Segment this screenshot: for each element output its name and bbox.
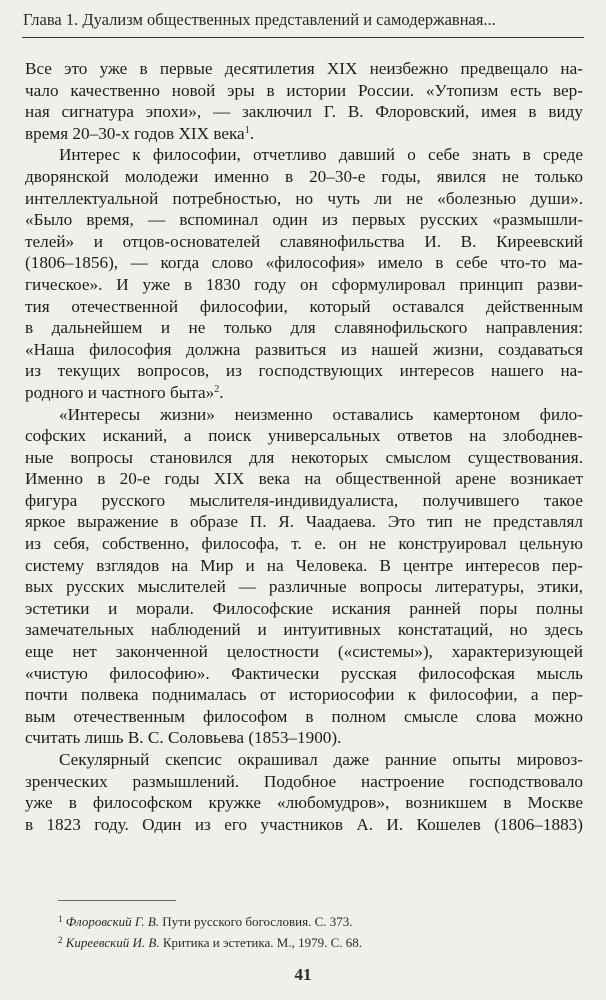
text-line: в 1823 году. Один из его участников А. И. Кошелев (1806–1883) xyxy=(25,814,583,834)
text-line: в дальнейшем и не только для славянофильского направления: xyxy=(25,318,583,338)
text-line: Именно в 20-е годы XIX века на общественной арене возникает xyxy=(25,469,583,489)
text-line: ные вопросы становился для некоторых смыслом существования. xyxy=(25,447,583,467)
text-line: считать лишь В. С. Соловьева (1853–1900). xyxy=(25,728,342,748)
paragraph-3 xyxy=(25,404,583,750)
footnote-author: Флоровский Г. В. xyxy=(65,914,160,929)
text-line xyxy=(25,382,583,404)
page-number: 41 xyxy=(294,965,312,984)
text-line: софских исканий, а поиск универсальных ответов на злободнев- xyxy=(25,426,583,446)
header-rule xyxy=(22,37,584,38)
text-line: зренческих размышлений. Подобное настроение господствовало xyxy=(25,771,583,791)
footnote-ref-2: 2 xyxy=(214,383,220,395)
trailing-punct: . xyxy=(219,382,224,402)
paragraph-4 xyxy=(25,749,583,835)
text-line: систему взглядов на Мир и на Человека. В центре интересов пер- xyxy=(25,555,583,575)
text-line: вых русских мыслителей — различные вопросы литературы, этики, xyxy=(25,577,583,597)
footnote-text: Пути русского богословия. С. 373. xyxy=(159,914,353,929)
text-line: Все это уже в первые десятилетия XIX неизбежно предвещало на- xyxy=(25,59,583,78)
text-line: гическое». И уже в 1830 году он сформулировал принцип разви- xyxy=(25,274,583,294)
text-line: Секулярный скепсис окрашивал даже ранние опыты мировоз- xyxy=(59,750,583,769)
text-line: из себя, собственно, философа, т. е. он не конструировал цельную xyxy=(25,534,583,554)
text-line: яркое выражение в образе П. Я. Чаадаева. Это тип не представлял xyxy=(25,512,583,532)
text-line: время 20–30-х годов XIX века$^1$. xyxy=(25,123,254,143)
text-line: почти полвека поднималась от историософии к философии, а пер- xyxy=(25,685,583,705)
body-text xyxy=(25,58,583,835)
footnotes xyxy=(58,910,578,952)
footnote-number: 1 xyxy=(58,914,63,924)
text-line-content: родного и частного быта» xyxy=(25,382,215,402)
footnote-number: 2 xyxy=(58,935,63,945)
text-line: (1806–1856), — когда слово «философия» имело в себе что-то ма- xyxy=(25,253,583,273)
text-line: «Интересы жизни» неизменно оставались камертоном фило- xyxy=(59,404,583,424)
text-line: фигура русского мыслителя-индивидуалиста, получившего такое xyxy=(25,490,583,510)
text-line: ная сигнатура эпохи», — заключил Г. В. Флоровский, имея в виду xyxy=(25,102,583,122)
text-line: из текущих вопросов, из господствующих интересов нашего на- xyxy=(25,361,583,381)
text-line: «Наша философия должна развиться из нашей жизни, создаваться xyxy=(25,339,583,359)
footnote-1 xyxy=(58,910,578,931)
text-line: тия отечественной философии, который оставался действенным xyxy=(25,296,583,316)
footnote-2 xyxy=(58,931,578,952)
footnote-author: Киреевский И. В. xyxy=(65,935,160,950)
text-line: интеллектуальной потребностью, но чуть ли не «болезнью души». xyxy=(25,188,583,208)
text-line: «чистую философию». Фактически русская философская мысль xyxy=(25,663,583,683)
footnote-ref-1: 1 xyxy=(244,124,250,136)
running-head: Глава 1. Дуализм общественных представлений и самодержавная... xyxy=(23,10,496,29)
text-line-content: время 20–30-х годов XIX века xyxy=(25,123,245,143)
paragraph-1 xyxy=(25,58,583,144)
text-line: уже в философском кружке «любомудров», возникшем в Москве xyxy=(25,793,583,813)
footnote-rule xyxy=(58,900,176,901)
text-line: замечательных наблюдений и интуитивных констатаций, но здесь xyxy=(25,620,583,640)
text-line: еще нет законченной целостности («системы»), характеризующей xyxy=(25,642,583,662)
text-line: «Было время, — вспоминал один из первых русских «размышли- xyxy=(25,210,583,230)
footnote-text: Критика и эстетика. М., 1979. С. 68. xyxy=(159,935,362,950)
text-line: вым отечественным философом в полном смысле слова можно xyxy=(25,706,583,726)
text-line: дворянской молодежи именно в 20–30-е годы, явился не только xyxy=(25,166,583,186)
text-line: чало качественно новой эры в истории России. «Утопизм есть вер- xyxy=(25,80,583,100)
text-line: эстетики и морали. Философские искания ранней поры полны xyxy=(25,598,583,618)
text-line: Интерес к философии, отчетливо давший о себе знать в среде xyxy=(59,145,583,165)
paragraph-2 xyxy=(25,144,583,403)
text-line: телей» и отцов-основателей славянофильства И. В. Киреевский xyxy=(25,231,583,251)
